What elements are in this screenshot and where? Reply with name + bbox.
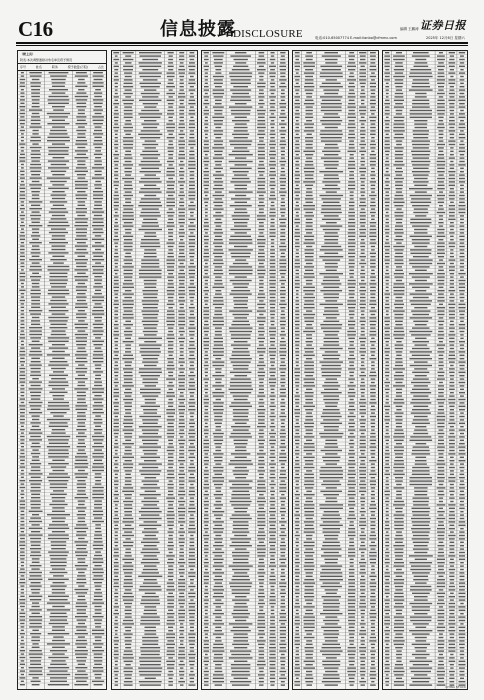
header-rule-thin: [16, 45, 468, 46]
table-header-row: [18, 63, 106, 71]
column-1: [17, 50, 107, 690]
page-number: C16: [18, 17, 53, 41]
section-title: 信息披露: [160, 19, 236, 40]
table-header-cell: 职务: [51, 65, 58, 69]
column-5: [382, 50, 468, 690]
header-rule-thick: [16, 42, 468, 44]
section-subtitle: DISCLOSURE: [233, 28, 303, 40]
column-heading-line: 附表:本次调整激励对象名单及授予情况: [20, 58, 73, 62]
table-header-cell: 序号: [20, 65, 27, 69]
table-header-cell: 占比: [97, 65, 104, 69]
dense-table-body: [383, 51, 467, 689]
dense-table-body: [202, 51, 288, 689]
table-header-cell: 姓名: [35, 65, 42, 69]
column-3: [201, 50, 289, 690]
editor-line: 编辑 王鹏涛: [400, 27, 419, 31]
table-header-cell: 授予数量(万股): [67, 65, 89, 69]
footer-mark: CHINA STOCK: [445, 685, 466, 689]
column-heading-line: （续上页）: [20, 52, 36, 56]
dense-table-body: [112, 51, 197, 689]
masthead-logo: 证券日报: [420, 19, 466, 32]
date-line: 2025年 12月6日 星期六: [426, 36, 465, 40]
column-2: [111, 50, 198, 690]
dense-table-body: [18, 71, 106, 689]
column-4: [292, 50, 379, 690]
contact-line: 电话:010-65007774 E-mail:lianbo@cfmmc.com: [315, 36, 397, 40]
dense-table-body: [293, 51, 378, 689]
